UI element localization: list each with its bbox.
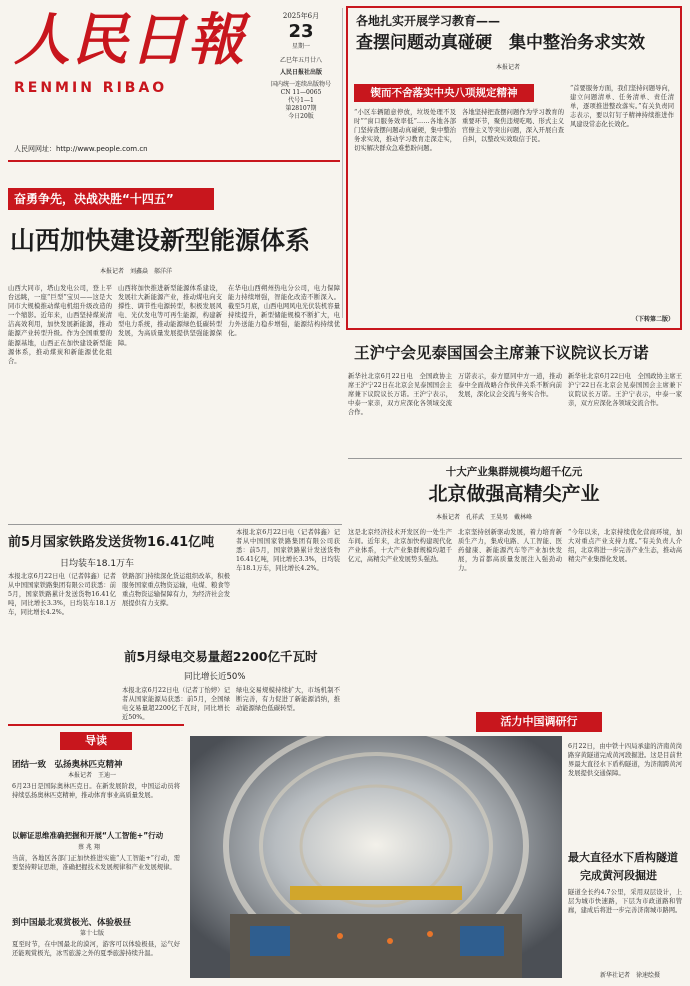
top-story-text-col-1: “小区车辆随意停放，垃圾处理不及时”“窗口服务效率低”……各地各部门坚持查摆问题动真碰硬，集中整治务求实效，推动学习教育走深走实，切实解决群众急难愁盼问题。 [354, 109, 456, 153]
beijing-kicker: 十大产业集群规模均超千亿元 [445, 466, 583, 478]
railway-text-col-2: 铁路部门持续深化货运组织改革，积极服务国家重点物资运输，电煤、粮食等重点物资运输保障有力，为经济社会发展提供有力支撑。 [122, 573, 230, 608]
tunnel-headline-2[interactable]: 完成黄河段掘进 [580, 869, 657, 882]
tunnel-text-1: 6月22日，由中铁十四局承建的济南黄岗路穿黄隧道完成黄河段掘进。这是目前世界最大直径水下盾构隧道，为济南跨黄河发展提供交通保障。 [568, 743, 682, 778]
daodu-item-1-author: 本报记者 王迪一 [68, 772, 117, 779]
daodu-item-3-title[interactable]: 到中国最北观赏极光、体验极昼 [12, 918, 132, 928]
website-url[interactable]: 人民网网址：http://www.people.com.cn [14, 145, 148, 153]
shanxi-byline: 本报记者 刘鑫焱 郝洋洋 [100, 268, 173, 275]
wang-text-col-2: 万诺表示，泰方愿同中方一道，推动泰中全面战略合作伙伴关系不断向前发展，深化议会交流与务实合作。 [458, 373, 562, 399]
date-weekday: 星期一 [291, 43, 310, 50]
divider [8, 524, 342, 525]
wang-huning-headline[interactable]: 王沪宁会见泰国国会主席兼下议院议长万诺 [354, 344, 649, 362]
divider [348, 458, 682, 459]
daodu-item-1-text: 6月23日是国际奥林匹克日。在新发展阶段，中国运动员将持续弘扬奥林匹克精神，推动体育事业高质量发展。 [12, 783, 180, 800]
daodu-box [8, 724, 184, 980]
wang-text-col-3: 新华社北京6月22日电 全国政协主席王沪宁22日在北京会见泰国国会主席兼下议院议长万诺。王沪宁表示，中泰一家亲，双方应深化各领域交流合作。 [568, 373, 682, 408]
date-block [262, 12, 340, 162]
top-story-text-col-3: “首要服务方面，我们坚持问题导向，建立问题清单、任务清单、责任清单，逐项推进整改落实。”有关负责同志表示，要以钉钉子精神持续推进作风建设常态化长效化。 [570, 85, 674, 129]
green-text-col-1: 本报北京6月22日电（记者丁怡婷）记者从国家能源局获悉：前5月，全国绿电交易量超2200亿千瓦时，同比增长近50%。 [122, 687, 230, 722]
top-story-text-col-2: 各地坚持把查摆问题作为学习教育的重要环节，聚焦违规吃喝、形式主义官僚主义等突出问题，深入开展自查自纠，以整改实效取信于民。 [462, 109, 564, 144]
top-story-kicker: 各地扎实开展学习教育—— [356, 14, 501, 28]
green-power-headline[interactable]: 前5月绿电交易量超2200亿千瓦时 [124, 649, 318, 664]
tunnel-headline-1[interactable]: 最大直径水下盾构隧道 [568, 851, 678, 864]
daodu-item-2-title[interactable]: 以解证思维准确把握和开展“人工智能+”行动 [12, 831, 164, 840]
shanxi-text-col-2: 山西将加快推进新型能源体系建设，发展壮大新能源产业，推动煤电向支撑性、调节性电源转型，积极发展风电、光伏发电等可再生能源，构建新型电力系统，推动能源绿色低碳转型发展，为高质量发展提供坚强能源保障。 [118, 285, 222, 347]
tunnel-text-2: 隧道全长约4.7公里，采用双层设计，上层为城市快速路，下层为市政道路和管廊，建成后将进一步完善济南城市路网。 [568, 889, 682, 915]
tunnel-photo-art [190, 736, 562, 978]
beijing-text-col-3: “今年以来，北京持续优化营商环境，加大对重点产业支持力度。”有关负责人介绍，北京将进一步完善产业生态，推动高精尖产业集群化发展。 [568, 529, 682, 564]
publisher: 人民日报社出版 [279, 69, 322, 76]
top-story-box [346, 6, 682, 330]
divider [342, 8, 343, 318]
issue-number: 第28107期 [285, 105, 317, 112]
railway-text-col-3: 本报北京6月22日电（记者韩鑫）记者从中国国家铁路集团有限公司获悉：前5月，国家铁路累计发送货物16.41亿吨，同比增长3.3%，日均装车18.1万车，同比增长4.2%。 [236, 529, 340, 573]
masthead-rule [8, 160, 340, 162]
daodu-item-3-text: 夏至时节，在中国最北的漠河，游客可以体验极昼，运气好还能观赏极光，冰雪旅游之外的夏季旅游持续升温。 [12, 941, 180, 958]
railway-headline[interactable]: 前5月国家铁路发送货物16.41亿吨 [8, 535, 215, 550]
masthead-pinyin: RENMIN RIBAO [14, 80, 168, 96]
railway-subhead: 日均装车18.1万车 [60, 559, 135, 569]
daodu-item-2-text: 当前，各地区各部门正加快推进实施“人工智能+”行动，需要坚持辩证思维，准确把握技术发展规律和产业发展规律。 [12, 855, 180, 872]
top-story-byline: 本报记者 [496, 64, 521, 71]
beijing-headline[interactable]: 北京做强高精尖产业 [428, 483, 600, 505]
daodu-item-3-author: 第十七版 [80, 930, 105, 937]
tunnel-photo [190, 736, 562, 978]
shanxi-text-col-3: 在华电山西朔州热电分公司，电力保障能力持续增强，智能化改造不断深入。截至5月底，山西电网风电光伏装机容量持续提升，新型储能规模不断扩大，电力外送能力稳步增强，能源结构持续优化。 [228, 285, 340, 338]
masthead-title: 人民日報 [14, 7, 246, 73]
daodu-item-1-title[interactable]: 团结一致 弘扬奥林匹克精神 [12, 760, 123, 770]
page-count: 今日20版 [288, 113, 314, 120]
shanxi-text-col-1: 山西大同市，塔山发电公司，登上平台远眺，一座“巨型”宝贝——这是大同市大规模推动煤电机组升级改造的一个缩影。近年来，山西坚持煤炭清洁高效利用，加快发展新能源，推动能源产业转型升级。作为全国重要的能源基地，山西正在加快建设新型能源体系，推动煤炭和新能源优化组合。 [8, 285, 112, 365]
railway-text-col-1: 本报北京6月22日电（记者韩鑫）记者从中国国家铁路集团有限公司获悉：前5月，国家铁路累计发送货物16.41亿吨，同比增长3.3%，日均装车18.1万车，同比增长4.2%。 [8, 573, 116, 617]
beijing-text-col-1: 这是北京经济技术开发区的一处生产车间。近年来，北京加快构建现代化产业体系，十大产业集群规模均超千亿元，高精尖产业发展势头强劲。 [348, 529, 452, 564]
shanxi-slogan: 奋勇争先，决战决胜“十四五” [8, 188, 214, 210]
top-story-subhead-bar: 锲而不舍落实中央八项规定精神 [354, 84, 534, 102]
shanxi-headline[interactable]: 山西加快建设新型能源体系 [10, 226, 311, 255]
top-story-continued[interactable]: （下转第二版） [631, 316, 674, 323]
daodu-item-2-author: 蔡 兆 翔 [78, 844, 100, 851]
postal-code: 代号1—1 [288, 97, 314, 104]
beijing-byline: 本报记者 孔祥武 王昊男 戴林峰 [436, 514, 533, 521]
green-text-col-2: 绿电交易规模持续扩大，市场机制不断完善，有力促进了新能源消纳，推动能源绿色低碳转型。 [236, 687, 340, 713]
date-year-month: 2025年6月 [282, 12, 320, 20]
issn-label: 国内统一连续出版物号 [270, 81, 331, 88]
green-power-subhead: 同比增长近50% [184, 672, 246, 682]
top-story-headline[interactable]: 查摆问题动真碰硬 集中整治务求实效 [356, 33, 645, 53]
photo-credit: 新华社记者 徐速绘摄 [600, 972, 661, 979]
daodu-label: 导读 [60, 732, 132, 750]
date-day: 23 [288, 21, 314, 42]
beijing-text-col-2: 北京坚持创新驱动发展，着力培育新质生产力，集成电路、人工智能、医药健康、新能源汽车等产业加快发展，为首都高质量发展注入强劲动力。 [458, 529, 562, 573]
lunar-date: 乙巳年五月廿八 [279, 57, 322, 64]
cn-number: CN 11—0065 [280, 89, 322, 96]
wang-text-col-1: 新华社北京6月22日电 全国政协主席王沪宁22日在北京会见泰国国会主席兼下议院议长万诺。王沪宁表示，中泰一家亲，双方应深化各领域交流合作。 [348, 373, 452, 417]
vitality-label: 活力中国调研行 [476, 712, 602, 732]
